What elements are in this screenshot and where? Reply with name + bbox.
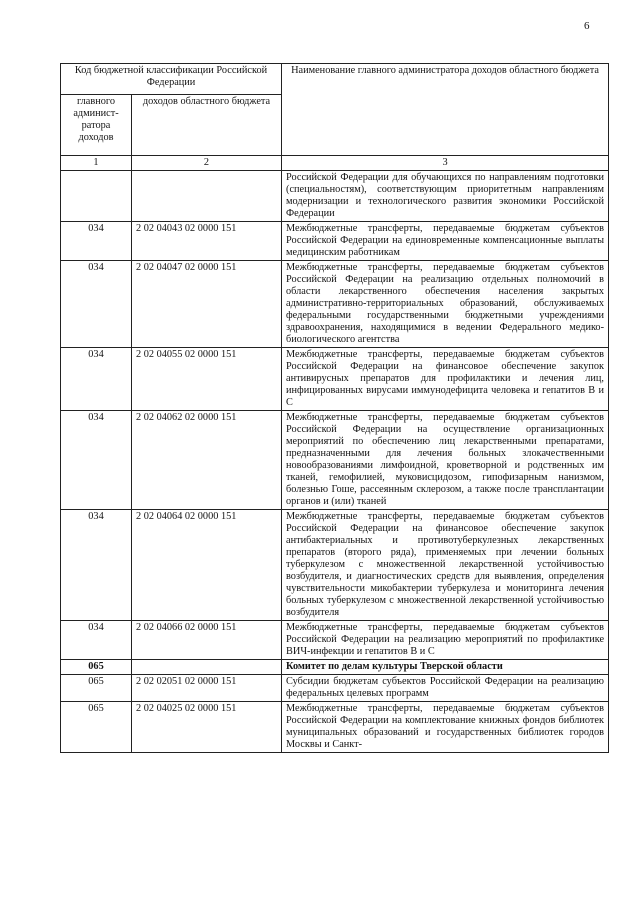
table-row [61, 411, 609, 510]
income-code-cell [132, 171, 282, 222]
income-name-cell: Межбюджетные трансферты, передаваемые бюджетам субъектов Российской Федерации на комплектование книжных фондов библиотек муниципальных образований и государственных библиотек городов Москвы и Санкт- [282, 702, 609, 753]
admin-code-cell: 065 [61, 675, 132, 702]
table-row [61, 660, 609, 675]
income-code-cell: 2 02 04043 02 0000 151 [132, 222, 282, 261]
column-number-row [61, 156, 609, 171]
income-code-cell: 2 02 04025 02 0000 151 [132, 702, 282, 753]
admin-code-cell: 034 [61, 222, 132, 261]
header-income-column: доходов областного бюджета [132, 95, 282, 156]
admin-code-cell: 034 [61, 348, 132, 411]
income-name-cell: Российской Федерации для обучающихся по направлениям подготовки (специальностям), соответствующим приоритетным направлениям модернизации и технологического развития экономики Российской Федерации [282, 171, 609, 222]
header-row-group [61, 64, 609, 95]
income-code-cell: 2 02 02051 02 0000 151 [132, 675, 282, 702]
table-row [61, 171, 609, 222]
income-name-cell: Комитет по делам культуры Тверской области [282, 660, 609, 675]
admin-code-cell: 034 [61, 621, 132, 660]
table-row [61, 261, 609, 348]
admin-code-cell: 034 [61, 510, 132, 621]
income-code-cell: 2 02 04064 02 0000 151 [132, 510, 282, 621]
income-code-cell: 2 02 04055 02 0000 151 [132, 348, 282, 411]
income-name-cell: Межбюджетные трансферты, передаваемые бюджетам субъектов Российской Федерации на осуществление организационных мероприятий по обеспечению лиц лекарственными препаратами, предназначенными для лечения больных злокачественными новообразованиями лимфоидной, кроветворной и родственных им тканей, гемофилией, муковисцидозом, гипофизарным нанизмом, болезнью Гоше, рассеянным склерозом, а также после трансплантации органов и (или) тканей [282, 411, 609, 510]
income-name-cell: Межбюджетные трансферты, передаваемые бюджетам субъектов Российской Федерации на единовременные компенсационные выплаты медицинским работникам [282, 222, 609, 261]
header-name-column: Наименование главного администратора доходов областного бюджета [282, 64, 609, 156]
table-row [61, 222, 609, 261]
admin-code-cell [61, 171, 132, 222]
income-code-cell [132, 660, 282, 675]
table-row [61, 621, 609, 660]
income-name-cell: Межбюджетные трансферты, передаваемые бюджетам субъектов Российской Федерации на финансовое обеспечение закупок антивирусных препаратов для профилактики и лечения лиц, инфицированных вирусами иммунодефицита человека и гепатитов В и С [282, 348, 609, 411]
column-number-2: 2 [132, 156, 282, 171]
budget-classification-table [60, 63, 609, 753]
admin-code-cell: 065 [61, 660, 132, 675]
table-row [61, 348, 609, 411]
income-code-cell: 2 02 04047 02 0000 151 [132, 261, 282, 348]
income-code-cell: 2 02 04066 02 0000 151 [132, 621, 282, 660]
income-code-cell: 2 02 04062 02 0000 151 [132, 411, 282, 510]
admin-code-cell: 034 [61, 261, 132, 348]
income-name-cell: Межбюджетные трансферты, передаваемые бюджетам субъектов Российской Федерации на реализацию отдельных полномочий в области лекарственного обеспечения населения закрытых административно-территориальных образований, обслуживаемых федеральными государственными бюджетными учреждениями здравоохранения, находящимися в ведении Федерального медико-биологического агентства [282, 261, 609, 348]
header-admin-column: главного админист-ратора доходов [61, 95, 132, 156]
header-group-title: Код бюджетной классификации Российской Федерации [61, 64, 282, 95]
admin-code-cell: 034 [61, 411, 132, 510]
column-number-1: 1 [61, 156, 132, 171]
column-number-3: 3 [282, 156, 609, 171]
income-name-cell: Субсидии бюджетам субъектов Российской Федерации на реализацию федеральных целевых программ [282, 675, 609, 702]
table-row [61, 675, 609, 702]
page-number: 6 [584, 20, 590, 32]
income-name-cell: Межбюджетные трансферты, передаваемые бюджетам субъектов Российской Федерации на реализацию мероприятий по профилактике ВИЧ-инфекции и гепатитов В и С [282, 621, 609, 660]
table-row [61, 510, 609, 621]
table-row [61, 702, 609, 753]
income-name-cell: Межбюджетные трансферты, передаваемые бюджетам субъектов Российской Федерации на финансовое обеспечение закупок антибактериальных и противотуберкулезных лекарственных препаратов (второго ряда), применяемых при лечении больных туберкулезом с множественной лекарственной устойчивостью возбудителя, и диагностических средств для выявления, определения чувствительности микобактерии туберкулеза и мониторинга лечения больных туберкулезом с множественной лекарственной устойчивостью возбудителя [282, 510, 609, 621]
admin-code-cell: 065 [61, 702, 132, 753]
